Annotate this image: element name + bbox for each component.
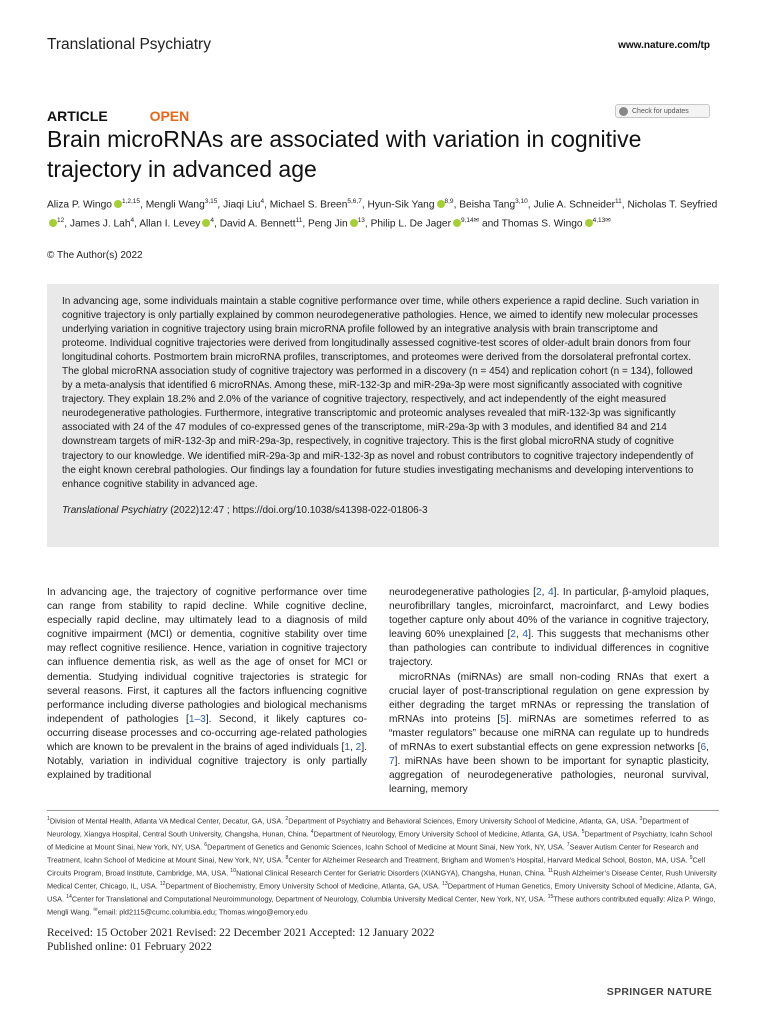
body-column-left [47, 586, 367, 783]
footnote-marker: 10 [230, 868, 237, 875]
affiliation-text: These authors contributed equally: Aliza P. Wingo, Mengli Wang. [47, 894, 716, 917]
author-name[interactable]: Mengli Wang [145, 199, 205, 211]
footnote-marker: 5 [581, 829, 585, 836]
affiliation-text: Center for Translational and Computational Neuroimmunology, Department of Neurology, Columbia University Medical Center, New York, NY, USA. [71, 894, 548, 904]
affiliation-text: Department of Neurology, Emory University School of Medicine, Atlanta, GA, USA. [313, 829, 582, 839]
footnote-marker: 8 [285, 855, 289, 862]
citation [62, 505, 704, 516]
affiliation-superscript: 5,6,7 [347, 198, 362, 205]
affiliation-text: Department of Human Genetics, Emory University School of Medicine, Atlanta, GA, USA. [47, 881, 717, 904]
author-name[interactable]: David A. Bennett [219, 218, 296, 230]
affiliation-text: email: pld2115@cumc.columbia.edu; Thomas.wingo@emory.edu [97, 907, 308, 917]
affiliation-text: Center for Alzheimer Research and Treatment, Brigham and Women’s Hospital, Harvard Medical School, Boston, MA, USA. [288, 855, 690, 865]
check-for-updates-button[interactable] [615, 104, 710, 118]
affiliation-text: Seaver Autism Center for Research and Treatment, Icahn School of Medicine at Mount Sinai, New York, NY, USA. [47, 842, 699, 865]
reference-link[interactable]: 6 [700, 742, 707, 754]
body-column-right [389, 586, 709, 797]
footnote-marker: 6 [204, 842, 208, 849]
footnote-marker: ✉ [93, 907, 98, 914]
footnote-marker: 14 [66, 894, 72, 901]
check-for-updates-label: Check for updates [632, 107, 689, 115]
footnote-marker: 9 [689, 855, 693, 862]
affiliation-superscript: 1,2,15 [121, 198, 141, 205]
author-name[interactable]: James J. Lah [69, 218, 131, 230]
affiliation-text: Division of Mental Health, Atlanta VA Medical Center, Decatur, GA, USA. [49, 816, 286, 826]
body-paragraph [47, 586, 367, 783]
publication-dates [47, 926, 434, 954]
footnote-marker: 2 [285, 816, 289, 822]
orcid-icon[interactable] [585, 219, 593, 227]
affiliation-text: National Clinical Research Center for Geriatric Disorders (XIANGYA), Changsha, Hunan, China. [236, 868, 548, 878]
reference-link[interactable]: 7 [389, 756, 395, 768]
affiliation-superscript: 4 [210, 216, 215, 224]
citation-journal: Translational Psychiatry [62, 504, 168, 516]
reference-link[interactable]: 2 [535, 587, 542, 598]
body-text: ]. miRNAs are sometimes referred to as “master regulators” because one miRNA can regulate up to hundreds of mRNAs to exert substantial effects on gene expression networks [ [389, 713, 709, 754]
affiliation-superscript: 4,13✉ [592, 216, 611, 224]
affiliation-text: Department of Psychiatry and Behavioral Sciences, Emory University School of Medicine, Atlanta, GA, USA. [288, 816, 640, 826]
author-name[interactable]: Hyun-Sik Yang [367, 199, 435, 211]
affiliation-superscript: 3,15 [204, 198, 218, 205]
journal-name: Translational Psychiatry [47, 36, 211, 53]
body-text: In advancing age, the trajectory of cognitive performance over time can range from stability to rapid decline. While cognitive decline, especially rapid decline, may ultimately lead to a diagnosis of mild cognitive impairment (MCI) or dementia, cognitive stability over time may reflect cognitive resilience. Hence, variation in cognitive trajectory can influence dementia risk, as well as the age of onset for MCI or dementia. Studying individual cognitive trajectories is strategic for several reasons. First, it captures all the factors influencing cognitive performance including diverse pathologies and biological mechanisms independent of pathologies [ [47, 587, 367, 725]
body-text: , [706, 742, 709, 754]
orcid-icon[interactable] [437, 200, 445, 208]
footnote-marker: 4 [310, 829, 314, 836]
abstract-text: In advancing age, some individuals maintain a stable cognitive performance over time, while others experience a rapid decline. Such variation in cognitive trajectory is only partially explained by common neurodegenerative pathologies. Hence, we aimed to identify new molecular processes underlying variation in cognitive trajectory using brain microRNA profile followed by an integrative analysis with brain transcriptome and proteome. Individual cognitive trajectories were derived from longitudinally assessed cognitive-test scores of older-adult brain donors from four longitudinal cohorts. Postmortem brain microRNA profiles, transcriptomes, and proteomes were derived from the dorsolateral prefrontal cortex. The global microRNA association study of cognitive trajectory was performed in a discovery (n = 454) and replication cohort (n = 134), followed by a meta-analysis that identified 6 microRNAs. Among these, miR-132-3p and miR-29a-3p were most significantly associated with cognitive trajectory. They explain 18.2% and 2.0% of the variance of cognitive trajectory, respectively, and act independently of the eight measured neurodegenerative pathologies. Furthermore, integrative transcriptomic and proteomic analyses revealed that miR-132-3p was significantly associated with 24 of the 47 modules of co-expressed genes of the transcriptome, miR-29a-3p with 3 modules, and identified 84 and 214 downstream targets of miR-132-3p and miR-29a-3p, respectively, in cognitive trajectory. This is the first global microRNA study of cognitive trajectory to our knowledge. We identified miR-29a-3p and miR-132-3p as novel and robust contributors to cognitive trajectory independently of the eight known cerebral pathologies. Our findings lay a foundation for future studies investigating mechanisms and developing interventions to enhance cognitive stability in advanced age. [62, 296, 700, 490]
affiliation-text: Department of Psychiatry, Icahn School of Medicine at Mount Sinai, New York, NY, USA. [47, 829, 713, 852]
affiliation-text: Department of Neurology, Xiangya Hospital, Central South University, Changsha, Hunan, China. [47, 816, 689, 839]
affiliation-superscript: 3,10 [515, 198, 528, 205]
affiliation-superscript: 4 [260, 198, 265, 205]
orcid-icon[interactable] [49, 219, 57, 227]
author-name[interactable]: Allan I. Levey [139, 218, 201, 230]
footnote-marker: 15 [547, 894, 554, 901]
body-text: ]. Second, it likely captures co-occurring disease processes and co-occurring age-related pathologies which are known to be prevalent in the brains of aged individuals [ [47, 713, 367, 754]
orcid-icon[interactable] [453, 219, 461, 227]
author-and: and [481, 218, 499, 230]
affiliations-footnote [47, 810, 719, 918]
reference-link[interactable]: 1–3 [188, 713, 206, 725]
footnote-marker: 3 [639, 816, 643, 822]
article-title: Brain microRNAs are associated with variation in cognitive trajectory in advanced age [47, 126, 642, 182]
body-text: ]. In particular, β-amyloid plaques, neurofibrillary tangles, microinfarct, macroinfarct, and Lewy bodies together capture only about 40% of the variance in cognitive trajectory, leaving 60% unexplained [ [389, 587, 709, 641]
body-text: ]. miRNAs have been shown to be important for synaptic plasticity, aggregation of neurodegenerative pathologies, neuronal survival, learning, memory [389, 756, 709, 796]
reference-link[interactable]: 4 [548, 587, 554, 598]
author-name[interactable]: Jiaqi Liu [223, 199, 261, 211]
affiliation-superscript: 4 [130, 216, 135, 224]
body-text: microRNAs (miRNAs) are small non-coding RNAs that exert a crucial layer of post-transcriptional regulation on gene expression by either degrading the target mRNAs or repressing the translation of mRNAs into proteins [ [389, 671, 709, 725]
article-type: ARTICLE [47, 108, 108, 124]
reference-link[interactable]: 4 [522, 629, 529, 641]
body-text: neurodegenerative pathologies [ [389, 587, 536, 598]
crossmark-icon [619, 107, 628, 116]
open-access-label: OPEN [149, 108, 190, 124]
affiliation-superscript: 11 [295, 216, 303, 224]
author-name[interactable]: Nicholas T. Seyfried [627, 199, 718, 211]
author-name[interactable]: Thomas S. Wingo [501, 218, 583, 230]
reference-link[interactable]: 1 [344, 742, 350, 754]
body-paragraph [389, 671, 709, 798]
body-text: ]. Notably, variation in individual cognitive trajectory is only partially explained by traditional [47, 742, 368, 782]
body-text: , [541, 587, 548, 598]
footnote-marker: 12 [159, 881, 166, 888]
reference-link[interactable]: 5 [500, 713, 506, 725]
abstract-box [47, 284, 719, 547]
affiliation-text: Department of Genetics and Genomic Sciences, Icahn School of Medicine at Mount Sinai, New York, NY, USA. [207, 842, 567, 852]
copyright: © The Author(s) 2022 [47, 250, 143, 261]
affiliation-superscript: 9,14✉ [461, 216, 480, 224]
article-label-row [47, 108, 189, 124]
reference-link[interactable]: 2 [355, 742, 362, 754]
footnote-marker: 11 [547, 868, 554, 875]
author-name[interactable]: Michael S. Breen [269, 199, 348, 211]
orcid-icon[interactable] [114, 200, 122, 208]
author-name[interactable]: Peng Jin [308, 218, 348, 230]
citation-doi[interactable]: (2022)12:47 ; https://doi.org/10.1038/s41398-022-01806-3 [167, 504, 428, 516]
affiliation-text: Cell Circuits Program, Broad Institute, Cambridge, MA, USA. [47, 855, 706, 878]
published-online-date: Published online: 01 February 2022 [47, 941, 212, 953]
footnote-marker: 13 [441, 881, 448, 888]
author-name[interactable]: Julie A. Schneider [533, 199, 616, 211]
footnote-marker: 7 [566, 842, 570, 849]
author-name[interactable]: Beisha Tang [459, 199, 516, 211]
reference-link[interactable]: 2 [510, 629, 516, 641]
author-name[interactable]: Aliza P. Wingo [47, 199, 112, 211]
affiliation-superscript: 8,9 [444, 198, 454, 205]
author-list: Aliza P. Wingo $^{1,2,15}$, Mengli Wang$^{3,15}$, Jiaqi Liu$^4$, Michael S. Breen$^{5,6,7}$, Hyun-Sik Yang $^{8,9}$, Beisha Tang$^{3,10}$, Julie A. Schneider$^{11}$, Nicholas T. Seyfried$^{12}$, James J. Lah$^4$, Allan I. Levey $^4$, David A. Bennett$^{11}$, Peng Jin $^{13}$, Philip L. De Jager $^{9,14✉}$ and Thomas S. Wingo $^{4,13✉}$ [47, 198, 718, 230]
body-paragraph [389, 586, 709, 671]
author-name[interactable]: Philip L. De Jager [370, 218, 451, 230]
journal-url[interactable]: www.nature.com/tp [618, 40, 710, 51]
orcid-icon[interactable] [350, 219, 358, 227]
affiliation-text: Department of Biochemistry, Emory University School of Medicine, Atlanta, GA, USA. [165, 881, 442, 891]
affiliation-text: Rush Alzheimer’s Disease Center, Rush University Medical Center, Chicago, IL, USA. [47, 868, 717, 891]
affiliation-superscript: 12 [57, 216, 65, 224]
body-text: , [515, 629, 523, 641]
body-text: ]. This suggests that mechanisms other than pathologies can contribute to individual differences in cognitive trajectory. [389, 629, 709, 669]
affiliation-superscript: 13 [357, 216, 365, 224]
publisher-logo: SPRINGER NATURE [606, 986, 712, 998]
affiliation-superscript: 11 [615, 198, 622, 205]
body-text: , [350, 742, 356, 754]
footnote-marker: 1 [47, 816, 50, 822]
received-dates: Received: 15 October 2021 Revised: 22 December 2021 Accepted: 12 January 2022 [47, 927, 435, 939]
